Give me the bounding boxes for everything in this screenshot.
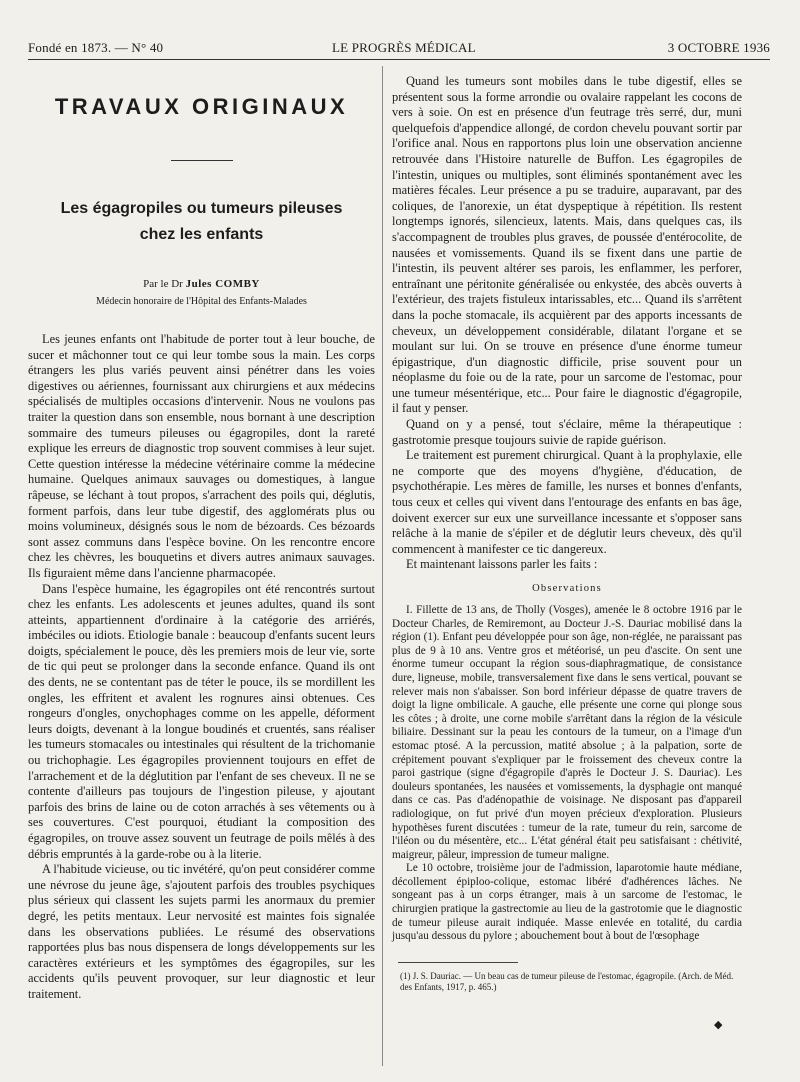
article-title-line1: Les égagropiles ou tumeurs pileuses (60, 200, 343, 217)
paragraph: Le traitement est purement chirurgical. Quant à la prophylaxie, elle ne comporte que des moyens d'hygiène, d'éducation, de psychothérapie. Les mères de famille, les nurses et bonnes d'enfants, tous ceux et celles qui vivent dans l'entourage des enfants en bas âge, doivent exercer sur eux une surveillance incessante et s'opposer sans relâche à la manie de s'épiler et de déglutir leurs cheveux, dès qu'il commencent à manifester ce tic dangereux. (392, 448, 742, 556)
paragraph: Quand on y a pensé, tout s'éclaire, même la thérapeutique : gastrotomie presque toujours suivie de rapide guérison. (392, 417, 742, 447)
footnote: (1) J. S. Dauriac. — Un beau cas de tumeur pileuse de l'estomac, égagropile. (Arch. de Méd. des Enfants, 1917, p. 465.) (400, 970, 734, 992)
paragraph: Et maintenant laissons parler les faits : (406, 557, 598, 572)
paragraph: Quand les tumeurs sont mobiles dans le tube digestif, elles se présentent sous la forme arrondie ou ovalaire rappelant les cocons de vers à soie. On est en présence d'un feutrage très serré, dur, muni quelquefois d'appendice allongé, de cordon chevelu pouvant sortir par l'orifice anal. Nous en rapportons plus loin une observation ancienne retrouvée dans l'Histoire naturelle de Buffon. Les égagropiles de l'intestin, uniques ou multiples, sont éliminés spontanément avec les matières fécales. Leur présence a pu se traduire, auparavant, par des coliques, de l'anorexie, un état dyspeptique à répétition. Ils restent longtemps ignorés, silencieux, latents. Mais, dans quelques cas, ils s'accompagnent de troubles plus graves, de poussée d'entérocolite, de nausées et vomissements. Quand ils se fixent dans une partie de l'intestin, ils peuvent altérer ses parois, les enflammer, les perforer, entraînant une péritonite généralisée ou enkystée, des abcès ouverts à l'extérieur, des trajets fistuleux intarissables, etc... Quand ils s'arrêtent dans la poche stomacale, ils acquièrent par des apports incessants de cheveux, un développement considérable, dilatant l'organe et se moulant sur lui. On se trouve en présence d'une énorme tumeur épigastrique, d'un diagnostic difficile, prise souvent pour un néoplasme du foie ou de la rate, pour un sarcome de l'estomac, pour une tumeur mésentérique, etc... Pour faire le diagnostic d'égagropile, il faut y penser. (392, 74, 742, 416)
left-column (28, 92, 375, 1003)
header-founded: Fondé en 1873. — N° 40 (28, 40, 164, 55)
title-rule (171, 160, 233, 161)
right-column (392, 74, 742, 993)
paragraph: Dans l'espèce humaine, les égagropiles ont été rencontrés surtout chez les enfants. Les adolescents et jeunes adultes, quand ils sont atteints, appartiennent d'ordinaire à la catégorie des arriérés, imbéciles ou idiots. Etiologie banale : beaucoup d'enfants sucent leurs doigts, spécialement le pouce, dès les premiers mois de leur vie, sorte de tic qui peut se prolonger dans la seconde enfance. Quand ils ont des dents, ne se contentant pas de téter le pouce, ils se mordillent les ongles, les effritent et avalent les rognures ainsi obtenues. Ces rongeurs d'ongles, onychophages comme on les appelle, déforment leurs doigts, devenant à la longue boudinés et cruentés, sans réaliser les tumeurs stomacales ou intestinales qui résultent de la trichomanie ou trichophagie. Les égagropiles proviennent toujours en effet de l'arrachement et de la déglutition par l'enfant de ses cheveux. Il ne se contente d'ailleurs pas toujours de l'ingestion pileuse, y ajoutant parfois des brins de laine ou de coton arrachés à ses vêtements ou à ses couvertures. C'est pourquoi, étudiant la composition des égagropiles, on trouve assez souvent un feutrage de poils mêlés à des débris empruntés à la garde-robe ou à la literie. (28, 581, 376, 861)
byline-prefix: Par le Dr (143, 278, 183, 290)
article-title-line2: chez les enfants (139, 226, 264, 243)
page-header (28, 40, 770, 60)
article-title (28, 196, 375, 248)
paragraph: A l'habitude vicieuse, ou tic invétéré, qu'on peut considérer comme une névrose du jeune âge, s'ajoutent parfois des troubles psychiques plus sérieux qui classent les sujets parmi les anormaux du premier degré, les petits mentaux. Leur nervosité est maintes fois signalée dans les observations publiées. Le résumé des observations rapportées plus bas nous dispensera de longs développements sur les caractères extérieurs et les symptômes des égagropiles, sur les accidents qu'ils peuvent provoquer, sur leur diagnostic et leur traitement. (28, 862, 375, 1001)
author-affiliation: Médecin honoraire de l'Hôpital des Enfants-Malades (96, 296, 307, 307)
section-title: TRAVAUX ORIGINAUX (54, 94, 349, 119)
right-body (392, 74, 742, 573)
header-rule (28, 59, 770, 60)
paragraph: Les jeunes enfants ont l'habitude de porter tout à leur bouche, de sucer et mâchonner tout ce qui leur tombe sous la main. Les corps étrangers les plus variés peuvent ainsi pénétrer dans les voies digestives ou aériennes, fournissant aux chirurgiens et aux médecins spécialisés de multiples occasions d'intervenir. Nous ne voulons pas traiter la question dans son ensemble, nous bornant à une description sommaire des tumeurs pileuses ou égagropiles, dont la rareté explique les erreurs de diagnostic trop souvent commises à leur sujet. Cette question intéresse la médecine vétérinaire comme la médecine humaine. Quelques animaux sauvages ou domestiques, à langue râpeuse, se léchant à tout propos, s'arrachent des poils qui, déglutis, forment parfois, dans leur tube digestif, des agglomérats plus ou moins volumineux, désignés sous le nom de bézoards. Ces bézoards sont assez communs dans l'espèce bovine. On les rencontre encore chez les chèvres, les bouquetins et divers autres animaux sauvages. Ils figuraient même dans l'ancienne pharmacopée. (28, 332, 375, 580)
column-divider (382, 66, 383, 1066)
header-date: 3 OCTOBRE 1936 (667, 40, 770, 55)
footnote-rule (398, 962, 518, 963)
observation-paragraph: Le 10 octobre, troisième jour de l'admission, laparotomie haute médiane, décollement épiploo-colique, estomac libéré d'adhérences lâches. Ne songeant pas à un corps étranger, mais à un sarcome de l'estomac, le chirurgien pratique la gastrectomie au lieu de la gastrotomie que le diagnostic de tumeur pileuse aurait indiquée. Masse enlevée en totalité, du cardia jusqu'au dessous du pylore ; abouchement bout à bout de l'œsophage (392, 862, 742, 943)
observation-paragraph: I. Fillette de 13 ans, de Tholly (Vosges), amenée le 8 octobre 1916 par le Docteur Charles, de Remiremont, au Docteur J.-S. Dauriac mobilisé dans la région (1). Enfant peu développée pour son âge, non-réglée, ne paraissant pas plus de 9 à 10 ans. Ventre gros et météorisé, un peu d'ascite. On sent une énorme tumeur occupant la région sous-diaphragmatique, de consistance dure, ligneuse, mobile, transversalement fixe dans le sens vertical, pouvant se relever mais non s'abaisser. Son bord inférieur dépasse de quatre travers de doigt la ligne ombilicale. A gauche, elle présente une corne qui plonge sous les côtes ; à droite, une corne mobile s'arrêtant dans la région de la vésicule biliaire. Dessinant sur la peau les contours de la tumeur, on a l'image d'un estomac ptosé. A la percussion, matité absolue ; à la palpation, sorte de crépitement pouvant s'expliquer par le froissement des cheveux contre la paroi gastrique (signe d'égagropile d'après le Docteur J. S. Dauriac). Les douleurs spontanées, les nausées et vomissements, la dysphagie ont manqué dans ce cas. Pas d'adénopathie de voisinage. Ne disposant pas d'appareil radiologique, on fut privé d'un moyen précieux d'exploration. Plusieurs hypothèses furent discutées : tumeur de la rate, tumeur du rein, sarcome de l'iléon ou du mésentère, etc... L'état général était peu satisfaisant : chétivité, maigreur, pâleur, impression de tumeur maligne. (392, 604, 742, 861)
end-mark: ◆ (714, 1019, 723, 1031)
byline (28, 278, 375, 290)
header-journal-title: LE PROGRÈS MÉDICAL (332, 40, 476, 55)
left-body (28, 332, 375, 1003)
observations-heading: Observations (532, 583, 602, 594)
author-name: Jules COMBY (185, 278, 260, 290)
